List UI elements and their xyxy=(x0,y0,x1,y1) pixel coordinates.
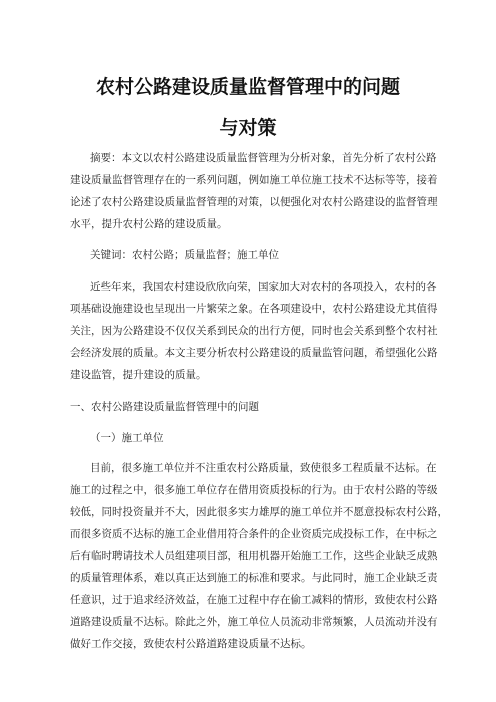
abstract-line: 水平，提升农村公路的建设质量。 xyxy=(70,218,228,230)
body-line: 较低，同时投资量并不大，因此很多实力雄厚的施工单位并不愿意投标农村公路， xyxy=(70,506,448,518)
intro-line: 关注，因为公路建设不仅仅关系到民众的出行方便，同时也会关系到整个农村社 xyxy=(70,325,438,337)
body-line: 目前，很多施工单位并不注重农村公路质量，致使很多工程质量不达标。在 xyxy=(90,462,437,474)
body-line: 施工的过程之中，很多施工单位存在借用资质投标的行为。由于农村公路的等级 xyxy=(70,484,438,496)
abstract-line: 摘要：本文以农村公路建设质量监督管理为分析对象，首先分析了农村公路 xyxy=(90,152,437,164)
intro-line: 建设监管，提升建设的质量。 xyxy=(70,369,207,381)
section-heading: 一、农村公路建设质量监督管理中的问题 xyxy=(70,401,259,413)
body-line: 的质量管理体系，难以真正达到施工的标准和要求。与此同时，施工企业缺乏责 xyxy=(70,572,438,584)
body-line: 做好工作交接，致使农村公路道路建设质量不达标。 xyxy=(70,638,312,650)
body-line: 后有临时聘请技术人员组建项目部，租用机器开始施工工作，这些企业缺乏成熟 xyxy=(70,550,438,562)
abstract-line: 建设质量监督管理存在的一系列问题，例如施工单位施工技术不达标等等，接着 xyxy=(70,174,438,186)
abstract-line: 论述了农村公路建设质量监督管理的对策，以便强化对农村公路建设的监督管理 xyxy=(70,196,438,208)
intro-line: 会经济发展的质量。本文主要分析农村公路建设的质量监管问题，希望强化公路 xyxy=(70,347,438,359)
paper-title-line-1: 农村公路建设质量监督管理中的问题 xyxy=(95,76,400,98)
body-line: 任意识，过于追求经济效益，在施工过程中存在偷工减料的情形，致使农村公路 xyxy=(70,594,438,606)
body-line: 道路建设质量不达标。除此之外，施工单位人员流动非常频繁，人员流动并没有 xyxy=(70,616,438,628)
intro-line: 项基础设施建设也呈现出一片繁荣之象。在各项建设中，农村公路建设尤其值得 xyxy=(70,303,438,315)
body-line: 而很多资质不达标的施工企业借用符合条件的企业资质完成投标工作，在中标之 xyxy=(70,528,438,540)
keywords: 关键词：农村公路；质量监督；施工单位 xyxy=(90,249,279,261)
subsection-heading: （一）施工单位 xyxy=(90,432,164,444)
paper-title-line-2: 与对策 xyxy=(219,117,277,139)
intro-line: 近些年来，我国农村建设欣欣向荣，国家加大对农村的各项投入，农村的各 xyxy=(90,281,437,293)
